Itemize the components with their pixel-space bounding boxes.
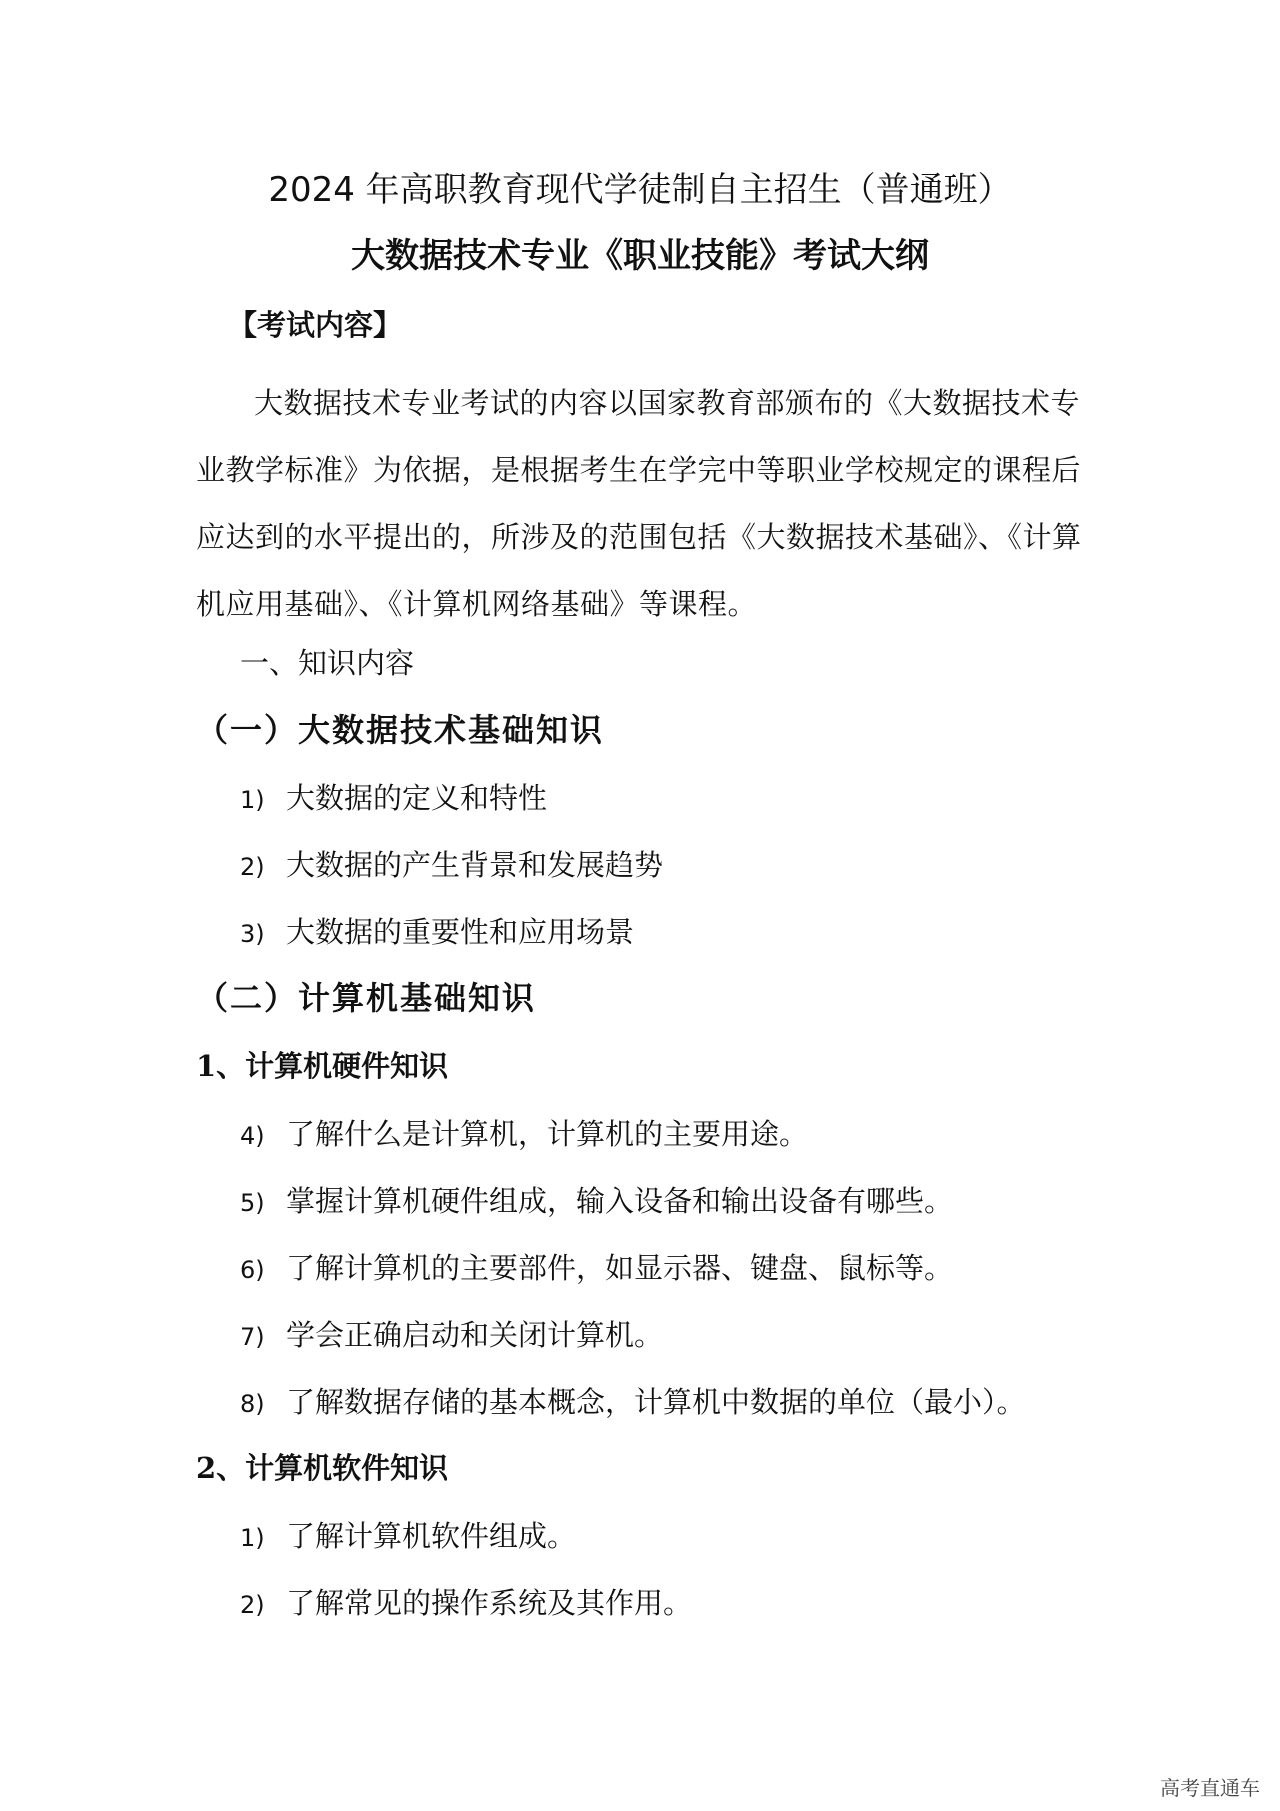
item-number: 8) [240, 1390, 265, 1418]
section-1-heading: （一）大数据技术基础知识 [196, 711, 605, 749]
list-item [240, 845, 663, 887]
document-title-line2: 大数据技术专业《职业技能》考试大纲 [351, 236, 929, 276]
list-item [240, 1315, 663, 1357]
item-text: 学会正确启动和关闭计算机。 [286, 1318, 664, 1352]
item-number: 6) [240, 1256, 265, 1284]
list-item [240, 1382, 1026, 1424]
item-number: 1) [240, 1524, 265, 1552]
list-item [240, 1583, 692, 1625]
watermark-text: 高考直通车 [1160, 1776, 1260, 1800]
item-number: 7) [240, 1323, 265, 1351]
software-subheading: 2、计算机软件知识 [196, 1451, 449, 1485]
item-number: 2) [240, 1591, 265, 1619]
intro-paragraph: 大数据技术专业考试的内容以国家教育部颁布的《大数据技术专业教学标准》为依据，是根据考生在学完中等职业学校规定的课程后应达到的水平提出的，所涉及的范围包括《大数据技术基础》、《计算机应用基础》、《计算机网络基础》等课程。 [196, 386, 1082, 621]
item-number: 4) [240, 1122, 265, 1150]
hardware-subheading: 1、计算机硬件知识 [196, 1049, 449, 1083]
item-text: 了解数据存储的基本概念，计算机中数据的单位（最小）。 [286, 1385, 1026, 1419]
item-text: 大数据的定义和特性 [286, 781, 548, 815]
item-text: 了解常见的操作系统及其作用。 [286, 1586, 693, 1620]
list-item [240, 1248, 953, 1290]
item-text: 了解计算机软件组成。 [286, 1519, 577, 1553]
knowledge-content-heading: 一、知识内容 [240, 646, 415, 680]
section-2-heading: （二）计算机基础知识 [196, 979, 537, 1017]
item-number: 5) [240, 1189, 265, 1217]
item-text: 大数据的产生背景和发展趋势 [286, 848, 664, 882]
list-item [240, 778, 547, 820]
item-text: 掌握计算机硬件组成，输入设备和输出设备有哪些。 [286, 1184, 954, 1218]
list-item [240, 1516, 576, 1558]
document-title-line1: 2024 年高职教育现代学徒制自主招生（普通班） [268, 170, 1012, 210]
item-text: 了解计算机的主要部件，如显示器、键盘、鼠标等。 [286, 1251, 954, 1285]
item-text: 大数据的重要性和应用场景 [286, 915, 635, 949]
item-number: 2) [240, 853, 265, 881]
list-item [240, 1181, 953, 1223]
item-number: 1) [240, 786, 265, 814]
list-item [240, 1114, 808, 1156]
item-number: 3) [240, 920, 265, 948]
item-text: 了解什么是计算机，计算机的主要用途。 [286, 1117, 809, 1151]
exam-content-label: 【考试内容】 [228, 308, 403, 342]
list-item [240, 912, 634, 954]
